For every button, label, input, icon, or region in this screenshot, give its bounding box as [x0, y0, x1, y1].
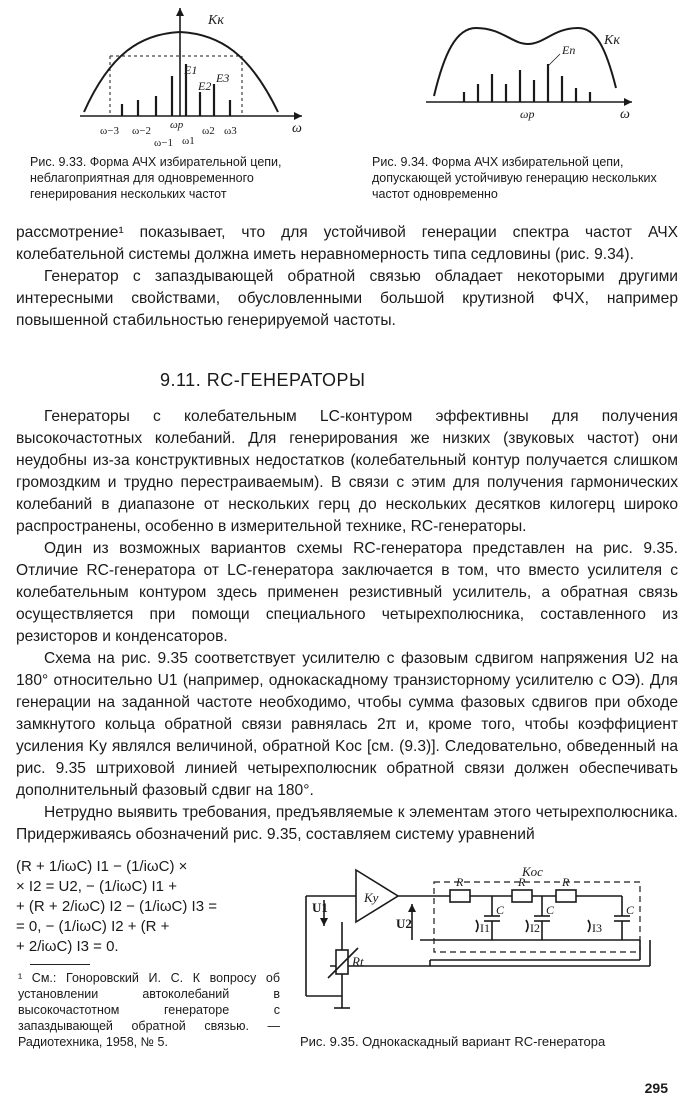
- fig933-wp: ωp: [170, 119, 184, 131]
- fig933-e2: E2: [198, 79, 212, 93]
- equation-line: + 2/iωC) I3 = 0.: [16, 938, 119, 955]
- fig935-c3: C: [626, 903, 635, 917]
- fig933-w-m2: ω−2: [132, 125, 151, 137]
- section-heading: 9.11. RC-ГЕНЕРАТОРЫ: [160, 370, 366, 390]
- fig935-i3: I3: [592, 921, 602, 935]
- fig934-caption: Рис. 9.34. Форма АЧХ избирательной цепи, допускающей устойчивую генерацию нескольких частот одновременно: [372, 155, 657, 201]
- equation-system: [16, 857, 286, 957]
- figure-9-35: [300, 856, 684, 1016]
- equation-line: + (R + 2/iωC) I2 − (1/iωC) I3 =: [16, 898, 217, 915]
- text-block-main: [16, 406, 678, 846]
- equation-line: = 0, − (1/iωC) I2 + (R +: [16, 918, 170, 935]
- fig933-w3: ω3: [224, 125, 237, 137]
- paragraph: Нетрудно выявить требования, предъявляемые к элементам этого четырехполюсника. Придерживаясь обозначений рис. 9.35, составляем систему уравнений: [16, 804, 678, 843]
- fig933-e3: E3: [216, 71, 230, 85]
- footnote: ¹ См.: Гоноровский И. С. К вопросу об установлении автоколебаний в высокочастотном генераторе с запаздывающей обратной связью. — Радиотехника, 1958, № 5.: [18, 971, 280, 1049]
- figure-9-34: [420, 14, 642, 122]
- fig934-w-axis: ω: [620, 107, 630, 122]
- fig935-i2: I2: [530, 921, 540, 935]
- fig935-i1: I1: [480, 921, 490, 935]
- paragraph: Генераторы с колебательным LC-контуром эффективны для получения высокочастотных колебаний. Для генерирования же низких (звуковых частот) они неудобны из-за конструктивных недостатков (колебательный контур получается слишком громоздким и трудно перестраиваемым). В связи с этим для получения гармонических колебаний в диапазоне от нескольких герц до нескольких десятков килогерц широко распространены, особенно в измерительной технике, RC-генераторы.: [16, 408, 678, 535]
- text-block-top: [16, 222, 678, 332]
- figure-9-33: [70, 4, 310, 152]
- fig935-caption: Рис. 9.35. Однокаскадный вариант RC-генератора: [300, 1034, 606, 1049]
- fig935-koc: Kос: [522, 864, 543, 879]
- fig934-wp: ωp: [520, 107, 535, 121]
- fig934-k-label: Kк: [604, 33, 620, 48]
- equation-line: (R + 1/iωC) I1 − (1/iωC) ×: [16, 858, 188, 875]
- paragraph: Один из возможных вариантов схемы RC-генератора представлен на рис. 9.35. Отличие RC-генератора от LC-генератора заключается в том, что вместо усилителя с колебательным контуром здесь применен резистивный усилитель, а обратная связь осуществляется при помощи специального четырехполюсника, составленного из резисторов и конденсаторов.: [16, 540, 678, 645]
- fig933-w-m1: ω−1: [154, 137, 173, 149]
- fig933-k-label: Kк: [208, 13, 224, 28]
- fig935-u1: U1: [312, 900, 328, 915]
- paragraph: Генератор с запаздывающей обратной связью обладает некоторыми другими интересными свойствами, обусловленными большой крутизной ФЧХ, например повышенной стабильностью генерируемой частоты.: [16, 268, 678, 329]
- fig935-r1: R: [456, 875, 464, 889]
- paragraph: рассмотрение¹ показывает, что для устойчивой генерации спектра частот АЧХ колебательной системы должна иметь неравномерность типа седловины (рис. 9.34).: [16, 224, 678, 263]
- fig935-ky: Ky: [364, 890, 379, 905]
- fig933-caption: Рис. 9.33. Форма АЧХ избирательной цепи, неблагоприятная для одновременного генерирования нескольких частот: [30, 155, 282, 201]
- fig935-u2: U2: [396, 916, 412, 931]
- paragraph: Схема на рис. 9.35 соответствует усилителю с фазовым сдвигом напряжения U2 на 180° относительно U1 (например, однокаскадному транзисторному усилителю с ОЭ). Для генерации на заданной частоте необходимо, чтобы сумма фазовых сдвигов при обходе замкнутого кольца обратной связи равнялась 2π и, кроме того, чтобы коэффициент усиления Ky являлся величиной, обратной Koc [см. (9.3)]. Следовательно, обведенный на рис. 9.35 штриховой линией четырехполюсник обратной связи должен обеспечивать дополнительный фазовый сдвиг на 180°.: [16, 650, 678, 799]
- fig933-w-axis: ω: [292, 121, 302, 136]
- fig935-c1: C: [496, 903, 505, 917]
- fig933-e1: E1: [184, 63, 198, 77]
- footnote-rule: [30, 964, 90, 965]
- fig933-w1: ω1: [182, 135, 195, 147]
- page-number: 295: [644, 1080, 668, 1096]
- equation-line: × I2 = U2, − (1/iωC) I1 +: [16, 878, 177, 895]
- fig935-r2: R: [518, 875, 526, 889]
- fig935-c2: C: [546, 903, 555, 917]
- fig935-rt: Rt: [352, 954, 364, 969]
- fig935-r3: R: [562, 875, 570, 889]
- fig933-w-m3: ω−3: [100, 125, 119, 137]
- fig933-w2: ω2: [202, 125, 215, 137]
- fig934-en: Eп: [562, 43, 576, 57]
